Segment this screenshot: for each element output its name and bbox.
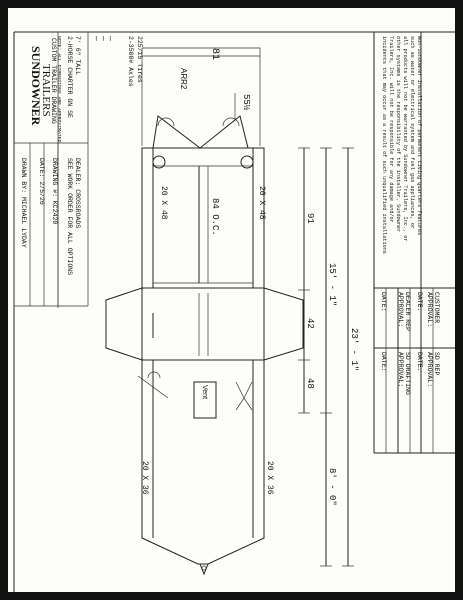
hitch [200, 564, 208, 574]
vent-label: Vent [201, 385, 208, 400]
center-dim: 84 O.C. [210, 198, 220, 236]
company-name-2: TRAILERS [40, 64, 52, 117]
drawn-by: DRAWN BY: MICHAEL LYDAY [20, 158, 27, 248]
rear-label: ARR2 [179, 68, 188, 90]
warranty-notes [374, 32, 455, 288]
note-line: Trailers, Inc. will not be responsible for any damage and/or [388, 36, 394, 223]
sd-rep-approval: APPROVAL: [426, 352, 433, 388]
note-line: other systems is the responsibility of the installer. Sundowner [395, 36, 401, 233]
spec-line: 7' 6" TALL [74, 36, 81, 76]
note-line: Non-Sundowner installation of permanent Living Quarters features [416, 36, 422, 236]
dim-label: 48 [305, 378, 315, 389]
approval-date: DATE: [416, 292, 423, 312]
customer-approval: CUSTOMER [433, 292, 440, 324]
date-field: DATE: 2/5/26 [38, 158, 45, 205]
spec-line: 2-HORSE CHARTER GN SE [66, 36, 73, 118]
dim-label: 91 [305, 213, 315, 224]
spec-line: 225/15 Tires [136, 36, 143, 83]
dim-label: 23' - 1" [349, 328, 359, 372]
note-line: all products will not be warranted by Sundowner Trailers, Inc., or [402, 36, 408, 242]
approval-date: DATE: [416, 352, 423, 372]
rear-width-dim: 81 [209, 48, 220, 61]
dim-label: 8' - 0" [327, 468, 337, 506]
trailer-drawing [8, 8, 455, 592]
sd-drafting-approval: APPROVAL: [397, 352, 404, 388]
dealer-field: DEALER: CROSSROADS [74, 158, 81, 229]
dim-label: 15' - 1" [327, 263, 337, 307]
dimension-lines [298, 148, 359, 566]
window-label: 20 X 48 [159, 186, 168, 220]
window-label: 20 X 36 [140, 461, 149, 495]
trailer-plan [106, 48, 303, 574]
drawing-type: CUSTOM TRAILER DRAWING [50, 38, 57, 124]
dash-mark: — [105, 36, 114, 41]
approval-date: DATE: [380, 292, 387, 312]
approval-table [374, 288, 455, 453]
approval-date: DATE: [380, 352, 387, 372]
note-line: incidents that may occur as a result of such unqualified installations [381, 36, 387, 254]
dimension-note: NOTE: ALL DIMENSIONS ARE APPROXIMATED [56, 36, 61, 143]
door-symbol [236, 382, 252, 410]
dim-label: 42 [305, 318, 315, 329]
see-work-order: SEE WORK ORDER FOR ALL OPTIONS [66, 158, 73, 276]
company-name: SUNDOWNER [29, 46, 43, 126]
dealer-rep-approval: DEALER REP [404, 292, 411, 332]
window-label: 20 X 48 [257, 186, 266, 220]
note-line: such as water or electrical system and fuel gas appliances, or [409, 36, 415, 230]
rear-door-dim: 55½ [241, 94, 251, 111]
customer-approval: APPROVAL: [426, 292, 433, 328]
drawing-sheet [8, 8, 455, 592]
sd-rep-approval: SD REP [433, 352, 440, 376]
dash-mark: — [98, 36, 107, 41]
window-label: 20 X 36 [265, 461, 274, 495]
sd-drafting-approval: SD DRAFTING [404, 352, 411, 395]
dash-mark: — [91, 36, 100, 41]
dealer-rep-approval: APPROVAL: [397, 292, 404, 328]
gooseneck-outline [106, 288, 303, 360]
spec-line: 2-3500# Axles [127, 36, 134, 87]
drawing-number: DRAWING #: KC2420 [51, 158, 58, 225]
rear-door-right [200, 116, 248, 148]
